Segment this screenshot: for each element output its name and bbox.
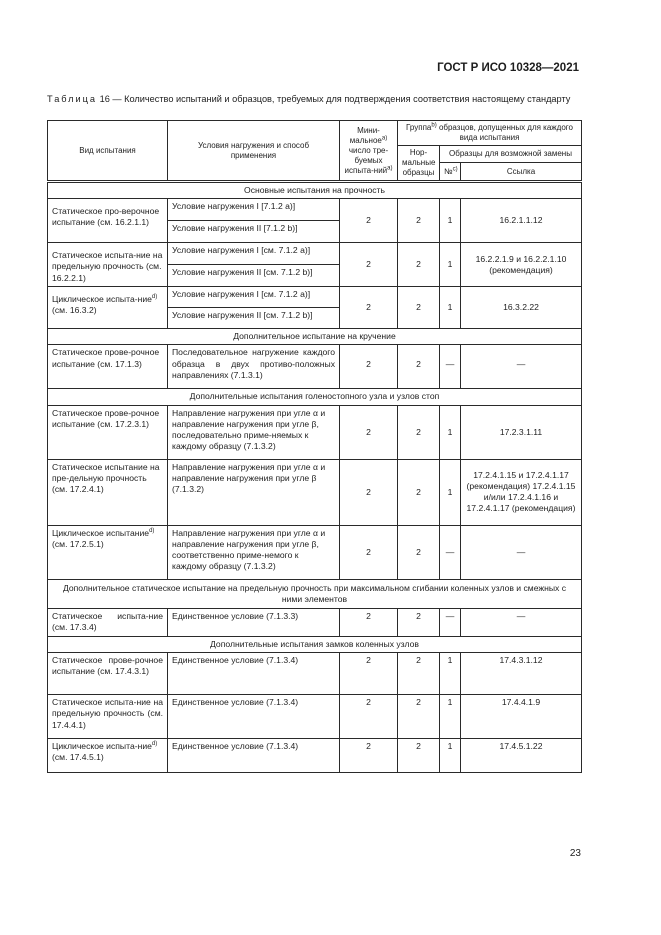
test-name: Статическое прове-рочное испытание (см. 17.4.3.1) (48, 653, 168, 695)
section-row (48, 182, 582, 199)
test-name-b: (см. 16.3.2) (52, 305, 97, 316)
reference: 16.2.1.1.12 (461, 199, 582, 243)
section-title-ankle: Дополнительные испытания голеностопного узла и узлов стоп (48, 389, 582, 405)
normal-samples: 2 (398, 525, 440, 579)
table-row (48, 405, 582, 459)
table-caption-label: Таблица (47, 94, 98, 104)
replacement-no: 1 (440, 199, 461, 243)
min-number: 2 (340, 287, 398, 329)
test-name-sup: d) (149, 527, 155, 534)
min-number: 2 (340, 243, 398, 287)
test-name-sup: d) (151, 741, 158, 748)
replacement-no: 1 (440, 739, 461, 773)
replacement-no: 1 (440, 695, 461, 739)
col-group-sup: b) (431, 122, 437, 129)
min-number: 2 (340, 653, 398, 695)
col-group-a: Группа (406, 123, 432, 132)
section-title-knee-static: Дополнительное статическое испытание на предельную прочность при максимальном сгибании коленных узлов и смежных с ними элементов (48, 579, 582, 608)
reference: — (461, 345, 582, 389)
test-name-b: (см. 17.2.5.1) (52, 538, 104, 549)
replacement-no: 1 (440, 405, 461, 459)
replacement-no: 1 (440, 243, 461, 287)
section-title-torsion: Дополнительное испытание на кручение (48, 329, 582, 345)
load-condition: Единственное условие (7.1.3.4) (168, 653, 340, 695)
col-replacement: Образцы для возможной замены (440, 146, 582, 163)
table-row (48, 199, 582, 221)
col-min-number-sup: a) (381, 134, 388, 141)
test-name: Статическое испыта-ние на предельную прочность (см. 16.2.2.1) (48, 243, 168, 287)
load-condition: Условие нагружения II [см. 7.1.2 b)] (168, 308, 340, 329)
reference: — (461, 525, 582, 579)
col-test-type: Вид испытания (48, 121, 168, 182)
table-row (48, 609, 582, 637)
test-name: Статическое прове-рочное испытание (см. 17.1.3) (48, 345, 168, 389)
min-number: 2 (340, 345, 398, 389)
replacement-no: — (440, 609, 461, 637)
load-condition: Направление нагружения при угле α и направление нагружения при угле β, последовательно приме-няемых к каждому образцу (7.1.3.2) (168, 405, 340, 459)
reference: 16.3.2.22 (461, 287, 582, 329)
load-condition: Единственное условие (7.1.3.4) (168, 739, 340, 773)
test-name-a: Циклическое испытание (52, 527, 150, 538)
load-condition: Условие нагружения I [см. 7.1.2 a)] (168, 287, 340, 308)
col-min-number-b: число тре-буемых испыта-ний (344, 145, 389, 175)
min-number: 2 (340, 695, 398, 739)
normal-samples: 2 (398, 287, 440, 329)
table-row (48, 459, 582, 525)
min-number: 2 (340, 609, 398, 637)
normal-samples: 2 (398, 739, 440, 773)
col-no (440, 163, 461, 182)
col-reference: Ссылка (461, 163, 582, 182)
normal-samples: 2 (398, 405, 440, 459)
load-condition: Условие нагружения I [см. 7.1.2 a)] (168, 243, 340, 265)
test-name: Статическое испыта-ние (см. 17.3.4) (48, 609, 168, 637)
replacement-no: 1 (440, 653, 461, 695)
test-name-sup: d) (151, 294, 158, 301)
load-condition: Направление нагружения при угле α и направление нагружения при угле β, соответственно приме-немого к каждому образцу (7.1.3.2) (168, 525, 340, 579)
normal-samples: 2 (398, 243, 440, 287)
test-name (48, 287, 168, 329)
replacement-no: — (440, 345, 461, 389)
min-number: 2 (340, 459, 398, 525)
test-name (48, 739, 168, 773)
load-condition: Единственное условие (7.1.3.3) (168, 609, 340, 637)
normal-samples: 2 (398, 653, 440, 695)
normal-samples: 2 (398, 199, 440, 243)
section-title-main: Основные испытания на прочность (48, 182, 582, 199)
col-group (398, 121, 582, 146)
load-condition: Условие нагружения I [7.1.2 a)] (168, 199, 340, 221)
test-name-b: (см. 17.4.5.1) (52, 752, 104, 763)
min-number: 2 (340, 199, 398, 243)
min-number: 2 (340, 405, 398, 459)
normal-samples: 2 (398, 345, 440, 389)
page-number: 23 (569, 848, 581, 859)
table-caption-text: 16 — Количество испытаний и образцов, требуемых для подтверждения соответствия настоящему стандарту (97, 94, 571, 104)
test-name: Статическое про-верочное испытание (см. 16.2.1.1) (48, 199, 168, 243)
reference: 17.4.4.1.9 (461, 695, 582, 739)
min-number: 2 (340, 739, 398, 773)
load-condition: Условие нагружения II [7.1.2 b)] (168, 221, 340, 243)
reference: 17.2.4.1.15 и 17.2.4.1.17 (рекомендация) 17.2.4.1.15 и/или 17.2.4.1.16 и 17.2.4.1.17 (рекомендация) (461, 459, 582, 525)
reference: 17.4.3.1.12 (461, 653, 582, 695)
load-condition: Направление нагружения при угле α и направление нагружения при угле β (7.1.3.2) (168, 459, 340, 525)
table-header-row (48, 121, 582, 146)
reference: 17.2.3.1.11 (461, 405, 582, 459)
col-no-label: № (444, 166, 453, 176)
min-number: 2 (340, 525, 398, 579)
normal-samples: 2 (398, 695, 440, 739)
requirements-table (47, 120, 582, 773)
col-min-number-sup2: a) (387, 164, 393, 171)
table-row (48, 653, 582, 695)
test-name: Статическое прове-рочное испытание (см. 17.2.3.1) (48, 405, 168, 459)
test-name-a: Циклическое испыта-ние (52, 294, 152, 305)
test-name (48, 525, 168, 579)
reference: 17.4.5.1.22 (461, 739, 582, 773)
table-row (48, 525, 582, 579)
replacement-no: — (440, 525, 461, 579)
table-row (48, 243, 582, 265)
load-condition: Единственное условие (7.1.3.4) (168, 695, 340, 739)
test-name: Статическое испыта-ние на предельную прочность (см. 17.4.4.1) (48, 695, 168, 739)
table-caption (47, 94, 587, 106)
load-condition: Последовательное нагружение каждого образца в двух противо-положных направлениях (7.1.3.1) (168, 345, 340, 389)
section-title-knee-lock: Дополнительные испытания замков коленных узлов (48, 637, 582, 653)
table-row (48, 287, 582, 308)
test-name: Статическое испытание на пре-дельную прочность (см. 17.2.4.1) (48, 459, 168, 525)
normal-samples: 2 (398, 459, 440, 525)
col-min-number (340, 121, 398, 182)
normal-samples: 2 (398, 609, 440, 637)
table-row (48, 695, 582, 739)
table-row (48, 739, 582, 773)
section-row (48, 579, 582, 608)
col-group-b: образцов, допущенных для каждого вида испытания (436, 123, 573, 142)
col-load-conditions: Условия нагружения и способ применения (168, 121, 340, 182)
replacement-no: 1 (440, 459, 461, 525)
test-name-a: Циклическое испыта-ние (52, 741, 152, 752)
section-row (48, 637, 582, 653)
reference: — (461, 609, 582, 637)
reference: 16.2.2.1.9 и 16.2.2.1.10 (рекомендация) (461, 243, 582, 287)
col-no-sup: c) (452, 166, 458, 173)
col-normal: Нор-мальные образцы (398, 146, 440, 182)
table-row (48, 345, 582, 389)
replacement-no: 1 (440, 287, 461, 329)
col-min-number-a: Мини-мальное (349, 125, 382, 145)
document-header: ГОСТ Р ИСО 10328—2021 (437, 62, 579, 74)
section-row (48, 329, 582, 345)
section-row (48, 389, 582, 405)
load-condition: Условие нагружения II [см. 7.1.2 b)] (168, 265, 340, 287)
